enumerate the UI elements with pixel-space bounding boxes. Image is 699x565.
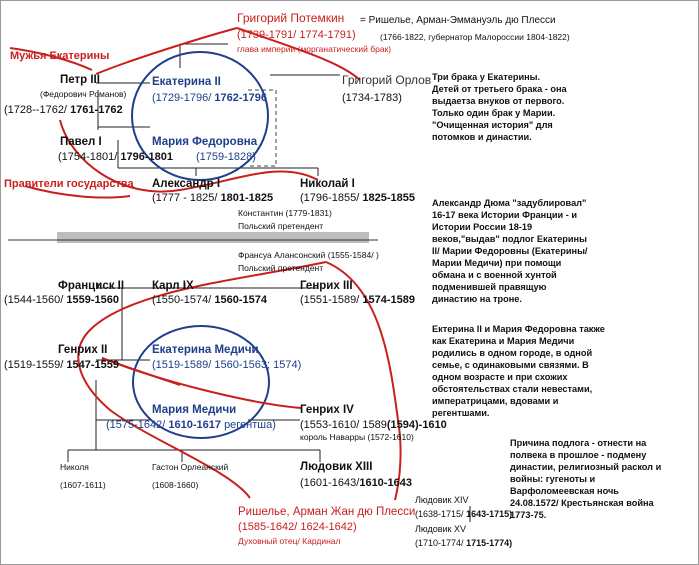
richelieu-equivalence: = Ришелье, Арман-Эммануэль дю Плесси [360, 15, 556, 26]
charles-ix-name: Карл IX [152, 280, 194, 292]
richelieu-name: Ришелье, Арман Жан дю Плесси [238, 506, 416, 518]
maria-fedorovna-dates: (1759-1828) [196, 151, 256, 163]
francis-ii-name: Франциск II [58, 280, 125, 292]
rulers-label: Правители государства [4, 178, 134, 190]
peter-iii-subtitle: (Федорович Романов) [40, 89, 127, 99]
marie-medici-dates: (1575-1642/ 1610-1617 регентша) [106, 419, 276, 431]
paul-i-dates: (1754-1801/ 1796-1801 [58, 151, 173, 163]
louis-xv-dates: (1710-1774/ 1715-1774) [415, 538, 513, 548]
alexander-i-name: Александр I [152, 178, 221, 190]
richelieu-equivalence-dates: (1766-1822, губернатор Малороссии 1804-1822) [380, 32, 570, 42]
potemkin-name: Григорий Потемкин [237, 11, 345, 25]
separator-band [57, 232, 369, 243]
gaston-name: Гастон Орлеанский [152, 462, 229, 472]
orlov-name: Григорий Орлов [342, 73, 432, 87]
paul-i-name: Павел I [60, 136, 102, 148]
polish-pretender-france: Польский претендент [238, 263, 324, 273]
richelieu-dates: (1585-1642/ 1624-1642) [238, 521, 357, 533]
louis-xiv-name: Людовик XIV [415, 495, 469, 505]
marie-medici-name: Мария Медичи [152, 404, 237, 416]
maria-fedorovna-name: Мария Федоровна [152, 136, 258, 148]
alexander-i-dates: (1777 - 1825/ 1801-1825 [152, 192, 274, 204]
catherine-ii-dates: (1729-1796/ 1762-1796 [152, 92, 267, 104]
husbands-label: Мужья Екатерины [10, 50, 110, 62]
richelieu-note: Духовный отец/ Кардинал [238, 536, 341, 546]
henry-iii-name: Генрих III [300, 280, 353, 292]
nicolas-dates: (1607-1611) [60, 480, 106, 490]
gaston-dates: (1608-1660) [152, 480, 199, 490]
potemkin-dates: (1739-1791/ 1774-1791) [237, 29, 356, 41]
francis-ii-dates: (1544-1560/ 1559-1560 [4, 294, 119, 306]
nicolas-name: Николя [60, 462, 89, 472]
henry-iv-name: Генрих IV [300, 404, 354, 416]
louis-xiv-dates: (1638-1715/ 1643-1715) [415, 509, 513, 519]
note-reason-forgery: Причина подлога - отнести на полвека в прошлое - подмену династии, религиозный раскол и войны: гугеноты и Варфоломеевская ночь 24.08.1572/ Крестьянская война 1773-75. [510, 438, 662, 520]
francois-alencon: Франсуа Алансонский (1555-1584/ ) [238, 250, 379, 260]
louis-xv-name: Людовик XV [415, 524, 466, 534]
henry-iii-dates: (1551-1589/ 1574-1589 [300, 294, 415, 306]
henry-iv-dates: (1553-1610/ 1589(1594)-1610 [300, 419, 447, 431]
orlov-dates: (1734-1783) [342, 92, 402, 104]
catherine-medici-name: Екатерина Медичи [152, 344, 259, 356]
henry-iv-subtitle: король Наварры (1572-1610) [300, 432, 414, 442]
nicholas-i-name: Николай I [300, 178, 355, 190]
henry-ii-name: Генрих II [58, 344, 108, 356]
catherine-ii-name: Екатерина II [152, 76, 221, 88]
note-born-same-city: Ектерина II и Мария Федоровна также как Екатерина и Мария Медичи родились в одном городе, в одной семье, с одинаковыми связями. В одном возрасте и при схожих обстоятельствах стали невестами, императрицами, вдовами и регентшами. [432, 324, 605, 418]
nicholas-i-dates: (1796-1855/ 1825-1855 [300, 192, 415, 204]
peter-iii-dates: (1728--1762/ 1761-1762 [4, 104, 123, 116]
note-dumas: Александр Дюма "задублировал" 16-17 века Истории Франции - и Истории России 18-19 веков,"выдав" подлог Екатерины II/ Марии Федоровны (Екатерины/ Марии Медичи) при помощи обмана и с военной хунтой подменившей правящую династию на троне. [432, 198, 588, 304]
henry-ii-dates: (1519-1559/ 1547-1559 [4, 359, 119, 371]
constantine: Константин (1779-1831) [238, 208, 332, 218]
peter-iii-name: Петр III [60, 74, 100, 86]
potemkin-note: глава империи (морганатический брак) [237, 44, 392, 54]
louis-xiii-name: Людовик XIII [300, 461, 373, 473]
note-three-marriages: Три брака у Екатерины. Детей от третьего брака - она выдаетза внуков от первого. Только один брак у Марии. "Очищенная история" для потомков и династии. [432, 72, 567, 142]
louis-xiii-dates: (1601-1643/1610-1643 [300, 477, 412, 489]
catherine-medici-dates: (1519-1589/ 1560-1563; 1574) [152, 359, 302, 371]
polish-pretender-russia: Польский претендент [238, 221, 324, 231]
charles-ix-dates: (1550-1574/ 1560-1574 [152, 294, 267, 306]
